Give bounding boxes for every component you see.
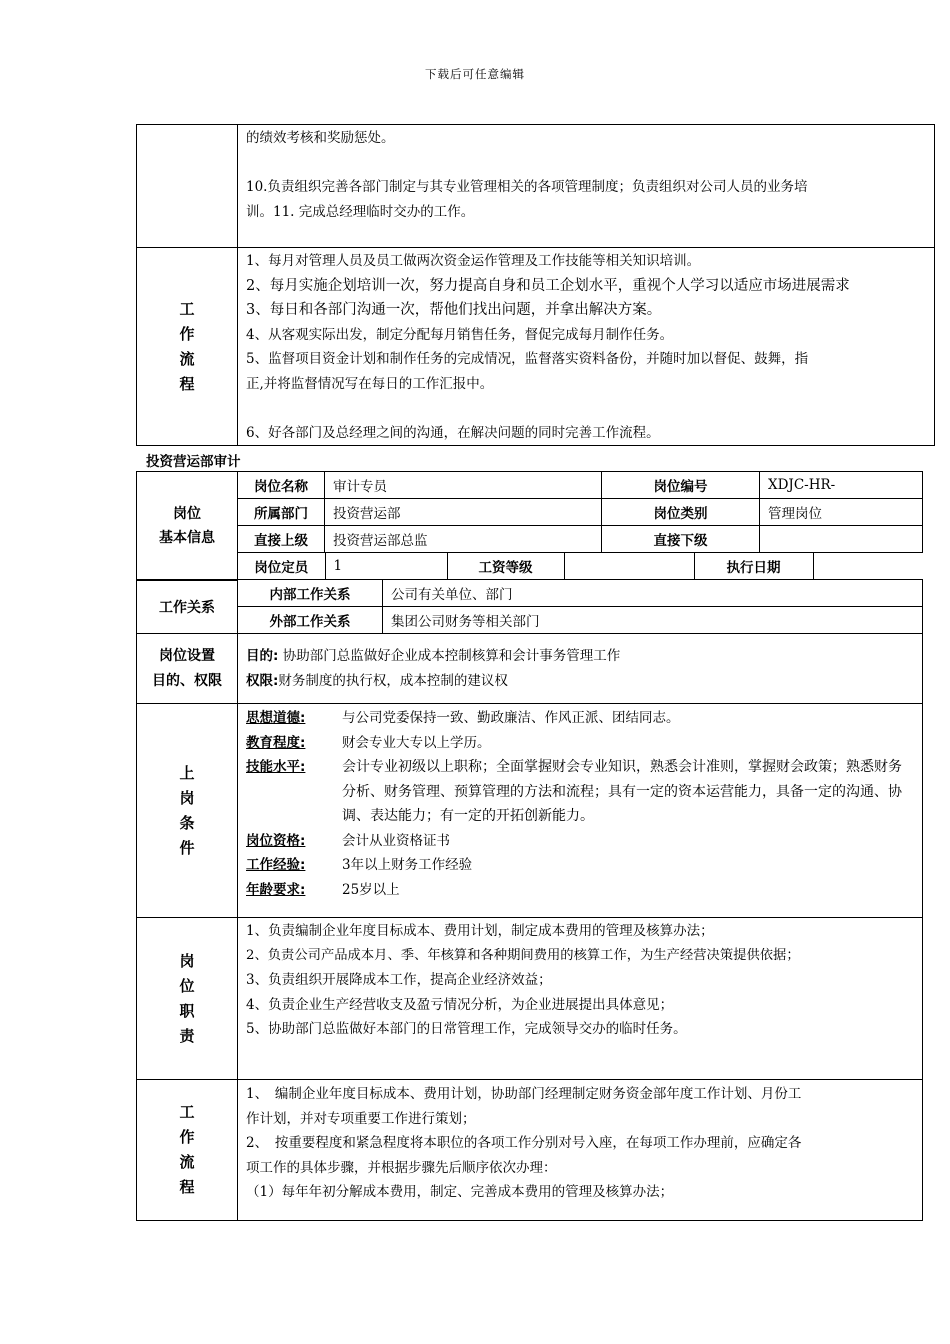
position-type-value: 管理岗位 bbox=[760, 499, 923, 526]
goal-label: 目的: bbox=[246, 647, 279, 664]
requirement-qualification: 岗位资格: 会计从业资格证书 bbox=[246, 832, 450, 849]
requirement-age: 年龄要求: 25岁以上 bbox=[246, 881, 400, 898]
external-relations-label: 外部工作关系 bbox=[238, 607, 383, 634]
position-name-label: 岗位名称 bbox=[238, 472, 325, 499]
subordinate-value bbox=[760, 526, 923, 553]
headcount-value: 1 bbox=[325, 553, 447, 580]
workflow-line: 1、每月对管理人员及员工做两次资金运作管理及工作技能等相关知识培训。 bbox=[246, 253, 701, 269]
workflow-line: 4、从客观实际出发，制定分配每月销售任务，督促完成每月制作任务。 bbox=[246, 326, 674, 343]
section-title: 投资营运部审计 bbox=[146, 454, 241, 470]
salary-grade-label: 工资等级 bbox=[447, 553, 564, 580]
purpose-label: 岗位设置 目的、权限 bbox=[137, 634, 238, 704]
requirements-table bbox=[136, 703, 923, 918]
relations-table bbox=[136, 579, 923, 634]
purpose-table bbox=[136, 633, 923, 704]
workflow-content bbox=[238, 248, 935, 446]
position-type-label: 岗位类别 bbox=[602, 499, 760, 526]
requirement-education: 教育程度: 财会专业大专以上学历。 bbox=[246, 734, 491, 751]
workflow2-line: 作计划，并对专项重要工作进行策划； bbox=[246, 1110, 476, 1127]
headcount-label: 岗位定员 bbox=[238, 553, 325, 580]
position-code-label: 岗位编号 bbox=[602, 472, 760, 499]
purpose-content bbox=[238, 634, 923, 704]
headcount-row bbox=[238, 553, 923, 580]
requirement-experience: 工作经验: 3年以上财务工作经验 bbox=[246, 857, 473, 873]
basic-info-label: 岗位 基本信息 bbox=[137, 472, 238, 581]
duties-content bbox=[238, 918, 923, 1080]
relations-label: 工作关系 bbox=[137, 580, 238, 634]
position-name-value: 审计专员 bbox=[325, 472, 602, 499]
effective-date-label: 执行日期 bbox=[694, 553, 813, 580]
requirements-label: 上 岗 条 件 bbox=[137, 704, 238, 918]
duty-line: 10.负责组织完善各部门制定与其专业管理相关的各项管理制度；负责组织对公司人员的业务培 bbox=[246, 179, 808, 195]
duties-label: 岗 位 职 责 bbox=[137, 918, 238, 1080]
subordinate-label: 直接下级 bbox=[602, 526, 760, 553]
department-value: 投资营运部 bbox=[325, 499, 602, 526]
external-relations-value: 集团公司财务等相关部门 bbox=[383, 607, 923, 634]
workflow-line: 2、每月实施企划培训一次，努力提高自身和员工企划水平，重视个人学习以适应市场进展需求 bbox=[246, 277, 850, 294]
internal-relations-label: 内部工作关系 bbox=[238, 580, 383, 607]
superior-label: 直接上级 bbox=[238, 526, 325, 553]
workflow-line: 正,并将监督情况写在每日的工作汇报中。 bbox=[246, 375, 494, 392]
workflow-line: 3、每日和各部门沟通一次，帮他们找出问题，并拿出解决方案。 bbox=[246, 302, 662, 318]
workflow-line: 5、监督项目资金计划和制作任务的完成情况，监督落实资料备份，并随时加以督促、鼓舞，指 bbox=[246, 351, 809, 367]
requirements-content bbox=[238, 704, 923, 918]
duty-item: 4、负责企业生产经营收支及盈亏情况分析，为企业进展提出具体意见； bbox=[246, 996, 674, 1013]
workflow2-label: 工 作 流 程 bbox=[137, 1080, 238, 1221]
position-code-value: XDJC-HR- bbox=[760, 472, 923, 499]
top-table bbox=[136, 124, 935, 446]
duty-line: 训。11. 完成总经理临时交办的工作。 bbox=[246, 203, 475, 220]
requirement-skills: 技能水平: 会计专业初级以上职称；全面掌握财会专业知识，熟悉会计准则，掌握财会政策；熟悉财务分析、财务管理、预算管理的方法和流程；具有一定的资本运营能力，具备一定的沟通、协调、表达能力；有一定的开拓创新能力。 bbox=[246, 759, 902, 824]
workflow2-line: （1）每年年初分解成本费用，制定、完善成本费用的管理及核算办法； bbox=[246, 1184, 674, 1200]
goal-value: 协助部门总监做好企业成本控制核算和会计事务管理工作 bbox=[282, 647, 621, 664]
workflow-line: 6、好各部门及总经理之间的沟通，在解决问题的同时完善工作流程。 bbox=[246, 424, 660, 441]
duty-item: 5、协助部门总监做好本部门的日常管理工作，完成领导交办的临时任务。 bbox=[246, 1021, 687, 1037]
header-note: 下载后可任意编辑 bbox=[425, 67, 525, 81]
authority-label: 权限: bbox=[246, 672, 279, 689]
workflow-line bbox=[238, 396, 934, 421]
workflow-label: 工 作 流 程 bbox=[137, 248, 238, 446]
department-label: 所属部门 bbox=[238, 499, 325, 526]
requirement-morality: 思想道德: 与公司党委保持一致、勤政廉洁、作风正派、团结同志。 bbox=[246, 710, 680, 726]
authority-value: 财务制度的执行权，成本控制的建议权 bbox=[278, 672, 508, 689]
workflow2-content bbox=[238, 1080, 923, 1221]
duty-line bbox=[238, 151, 934, 176]
salary-grade-value bbox=[564, 553, 694, 580]
duty-label-cell bbox=[137, 125, 238, 248]
workflow2-line: 1、 编制企业年度目标成本、费用计划，协助部门经理制定财务资金部年度工作计划、月份工 bbox=[246, 1086, 802, 1102]
duty-item: 3、负责组织开展降成本工作，提高企业经济效益； bbox=[246, 972, 552, 988]
workflow2-line: 项工作的具体步骤，并根据步骤先后顺序依次办理： bbox=[246, 1159, 557, 1176]
duties-table bbox=[136, 917, 923, 1080]
workflow2-table bbox=[136, 1079, 923, 1221]
duty-line: 的绩效考核和奖励惩处。 bbox=[246, 130, 395, 146]
basic-info-table bbox=[136, 471, 923, 581]
duty-item: 1、负责编制企业年度目标成本、费用计划，制定成本费用的管理及核算办法； bbox=[246, 923, 714, 939]
effective-date-value bbox=[813, 553, 923, 580]
duty-continuation bbox=[238, 125, 935, 248]
workflow2-line: 2、 按重要程度和紧急程度将本职位的各项工作分别对号入座，在每项工作办理前，应确定各 bbox=[246, 1135, 802, 1151]
superior-value: 投资营运部总监 bbox=[325, 526, 602, 553]
duty-item: 2、负责公司产品成本月、季、年核算和各种期间费用的核算工作，为生产经营决策提供依据； bbox=[246, 947, 800, 963]
internal-relations-value: 公司有关单位、部门 bbox=[383, 580, 923, 607]
